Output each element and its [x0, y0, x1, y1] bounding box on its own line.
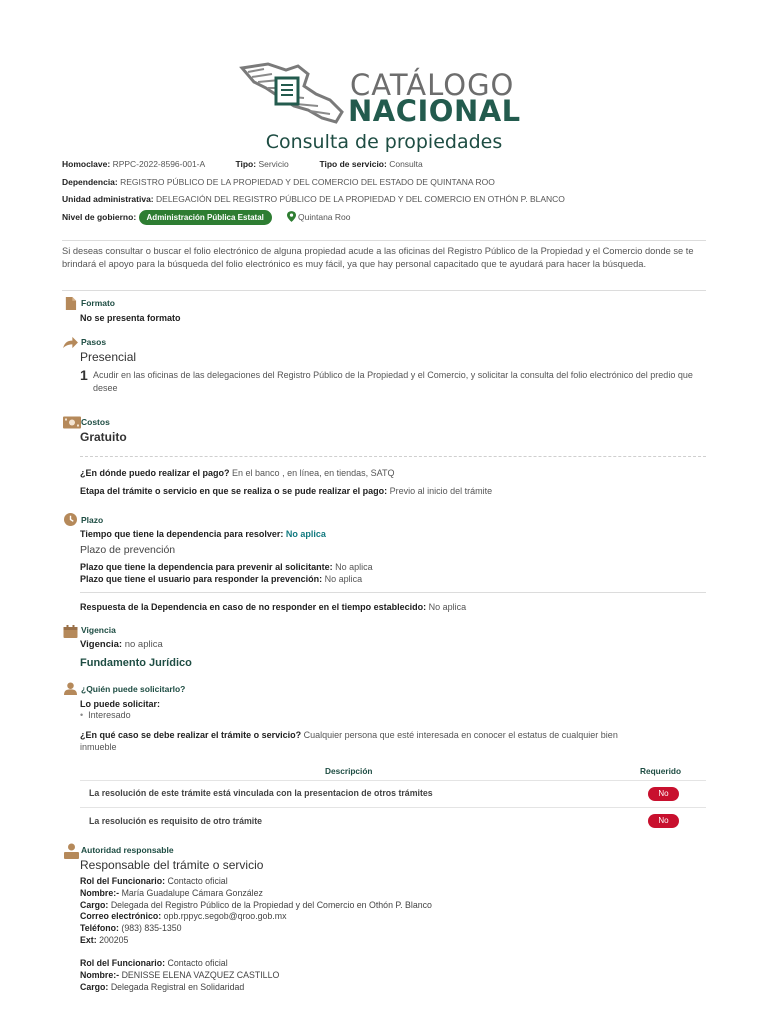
money-icon [63, 416, 81, 429]
divider [80, 780, 706, 781]
formato-title: Formato [81, 298, 115, 308]
intro-text: Si deseas consultar o buscar el folio electrónico de alguna propiedad acude a las oficinas del Registro Público de la Propiedad y el Comercio donde se te brindará el apoyo para la búsqueda del folio electrónico es muy fácil, ya que hay personal capacitado que te ayudará para hacer la búsqueda. [62, 246, 694, 269]
costos-value: Gratuito [80, 430, 127, 444]
step-text: Acudir en las oficinas de las delegaciones del Registro Público de la Propiedad y el Comercio, y solicitar la consulta del folio electrónico del predio que desee [93, 370, 693, 393]
pasos-mode: Presencial [80, 350, 137, 364]
estado-value: Quintana Roo [298, 212, 351, 222]
clock-icon [63, 513, 78, 526]
quien-title: ¿Quién puede solicitarlo? [81, 684, 186, 694]
quien-label: Lo puede solicitar: [80, 699, 161, 709]
divider [62, 240, 706, 241]
tipo-value: Servicio [258, 159, 289, 169]
vigencia-line: Vigencia: no aplica [80, 639, 163, 650]
person-icon [63, 682, 78, 695]
email-link[interactable]: opb.rppyc.segob@qroo.gob.mx [163, 911, 287, 921]
divider [80, 592, 706, 593]
logo-line-1: CATÁLOGO [350, 68, 515, 102]
contact-telefono: Teléfono: (983) 835-1350 [80, 923, 182, 933]
vigencia-title: Vigencia [81, 625, 116, 635]
meta-unidad: Unidad administrativa: DELEGACIÓN DEL REGISTRO PÚBLICO DE LA PROPIEDAD Y DEL COMERCIO EN OTHÓN P. BLANCO [62, 194, 565, 204]
contact-cargo: Cargo: Delegada del Registro Público de la Propiedad y del Comercio en Othón P. Blanco [80, 900, 432, 910]
document-icon [63, 297, 78, 310]
requerido-badge: No [648, 814, 679, 828]
autoridad-title: Autoridad responsable [81, 845, 174, 855]
arrow-right-icon [63, 336, 78, 349]
contact-ext: Ext: 200205 [80, 935, 129, 945]
homoclave-value: RPPC-2022-8596-001-A [112, 159, 205, 169]
quien-caso-line2: inmueble [80, 742, 117, 752]
autoridad-subtitle: Responsable del trámite o servicio [80, 858, 264, 872]
table-row: La resolución es requisito de otro trámite [89, 816, 263, 826]
plazo-respuesta: Respuesta de la Dependencia en caso de no responder en el tiempo establecido: No aplica [80, 602, 467, 612]
table-header-requerido: Requerido [640, 766, 682, 776]
nivel-gobierno-badge: Administración Pública Estatal [139, 210, 272, 225]
plazo-responder: Plazo que tiene el usuario para responder la prevención: No aplica [80, 574, 363, 584]
table-row: La resolución de este trámite está vinculada con la presentacion de otros trámites [89, 788, 433, 798]
meta-nivel: Nivel de gobierno: Administración Pública Estatal Quintana Roo [62, 210, 350, 225]
meta-dependencia: Dependencia: REGISTRO PÚBLICO DE LA PROPIEDAD Y DEL COMERCIO DEL ESTADO DE QUINTANA ROO [62, 177, 495, 187]
list-item: • Interesado [80, 710, 131, 720]
quien-caso: ¿En qué caso se debe realizar el trámite o servicio? Cualquier persona que esté interesada en conocer el estatus de cualquier bien [80, 730, 618, 740]
divider [80, 807, 706, 808]
costos-donde: ¿En dónde puedo realizar el pago? En el banco , en línea, en tiendas, SATQ [80, 468, 395, 478]
contact-nombre: Nombre:- María Guadalupe Cámara González [80, 888, 263, 898]
page-title: Consulta de propiedades [265, 131, 503, 153]
divider [80, 456, 706, 457]
official-icon [63, 843, 80, 859]
costos-title: Costos [81, 417, 110, 427]
pasos-title: Pasos [81, 337, 107, 347]
catalogo-nacional-logo [238, 60, 538, 130]
mexico-map-icon [238, 60, 348, 128]
calendar-icon [63, 625, 78, 638]
contact-correo: Correo electrónico: opb.rppyc.segob@qroo.gob.mx [80, 911, 287, 921]
plazo-prevenir: Plazo que tiene la dependencia para prevenir al solicitante: No aplica [80, 562, 373, 572]
step-number: 1 [80, 367, 88, 383]
contact-nombre: Nombre:- DENISSE ELENA VAZQUEZ CASTILLO [80, 970, 280, 980]
plazo-prevencion-title: Plazo de prevención [80, 544, 176, 556]
plazo-resolver: Tiempo que tiene la dependencia para resolver: No aplica [80, 529, 326, 539]
plazo-title: Plazo [81, 515, 104, 525]
contact-rol: Rol del Funcionario: Contacto oficial [80, 958, 228, 968]
location-pin-icon [287, 211, 296, 222]
contact-cargo: Cargo: Delegada Registral en Solidaridad [80, 982, 245, 992]
fundamento-juridico-title: Fundamento Jurídico [80, 657, 192, 669]
table-header-descripcion: Descripción [325, 766, 373, 776]
formato-value: No se presenta formato [80, 313, 181, 323]
costos-etapa: Etapa del trámite o servicio en que se realiza o se pude realizar el pago: Previo al inicio del trámite [80, 486, 493, 496]
divider [62, 290, 706, 291]
meta-row-1: Homoclave: RPPC-2022-8596-001-A Tipo: Servicio Tipo de servicio: Consulta [62, 159, 423, 169]
tipo-servicio-value: Consulta [389, 159, 423, 169]
logo-line-2: NACIONAL [348, 94, 521, 128]
requerido-badge: No [648, 787, 679, 801]
contact-rol: Rol del Funcionario: Contacto oficial [80, 876, 228, 886]
